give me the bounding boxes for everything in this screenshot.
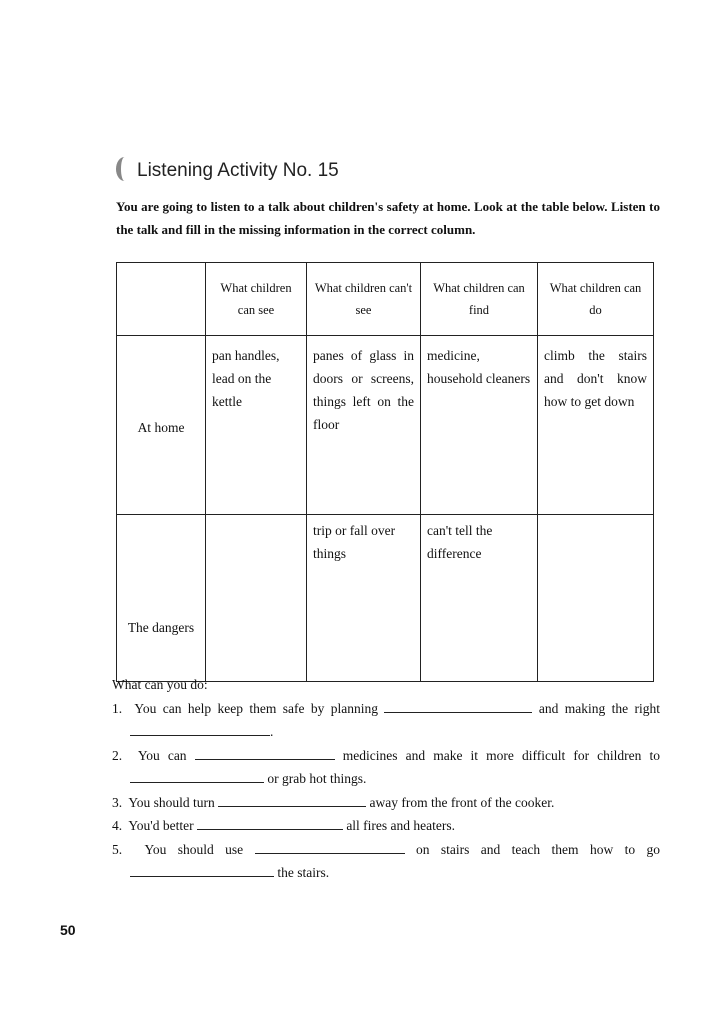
question-number: 2. [112,747,123,763]
table-cell[interactable] [206,515,307,682]
table-cell[interactable]: can't tell the difference [421,515,538,682]
header-cell: What children can see [206,263,307,336]
page-number: 50 [60,922,76,938]
question-text: You can [137,747,187,763]
question-number: 5. [112,841,123,857]
questions-heading: What can you do: [112,677,208,692]
answer-blank[interactable] [218,794,366,807]
question-number: 4. [112,818,123,833]
table-cell[interactable]: medicine, household cleaners [421,336,538,515]
question-text: You should use [144,841,244,857]
questions-section [112,673,660,885]
question-text: or grab hot things. [267,771,367,786]
question-item [112,744,660,791]
activity-title [116,157,339,182]
answer-blank[interactable] [197,817,343,830]
answer-blank[interactable] [130,770,264,783]
question-item [112,838,660,885]
crescent-icon [116,157,133,181]
table-row [117,336,654,515]
header-cell: What children can't see [307,263,421,336]
answer-table [116,262,654,682]
question-text: on stairs and teach them how to go [415,841,661,857]
question-text: medicines and make it more difficult for children to [342,747,661,763]
header-cell: What children can do [538,263,654,336]
question-text: and making the right [538,700,661,716]
answer-blank[interactable] [130,864,274,877]
question-text: the stairs. [277,865,330,880]
table-row [117,515,654,682]
header-cell: What children can find [421,263,538,336]
instructions: You are going to listen to a talk about children's safety at home. Look at the table below. Listen to the talk and fill in the missing information in the correct column. [116,199,660,237]
question-number: 1. [112,700,123,716]
header-cell [117,263,206,336]
table-cell[interactable]: panes of glass in doors or screens, things left on the floor [307,336,421,515]
title-text: Listening Activity No. 15 [137,160,339,181]
table-header-row [117,263,654,336]
question-text: You can help keep them safe by planning [134,700,379,716]
question-text: away from the front of the cooker. [369,794,555,810]
answer-blank[interactable] [130,723,270,736]
question-text: You should turn [128,794,215,810]
question-text: . [270,724,274,739]
table-cell[interactable] [538,515,654,682]
question-item [112,697,660,744]
table-cell[interactable]: trip or fall over things [307,515,421,682]
answer-blank[interactable] [255,841,405,854]
question-item [112,814,660,838]
row-label: The dangers [117,515,206,682]
table-cell[interactable]: climb the stairs and don't know how to get down [538,336,654,515]
row-label: At home [117,336,206,515]
question-text: You'd better [128,818,194,833]
answer-blank[interactable] [195,747,335,760]
question-text: all fires and heaters. [346,818,456,833]
table-cell[interactable]: pan handles, lead on the kettle [206,336,307,515]
question-number: 3. [112,794,123,810]
answer-blank[interactable] [384,700,532,713]
question-item [112,791,660,815]
